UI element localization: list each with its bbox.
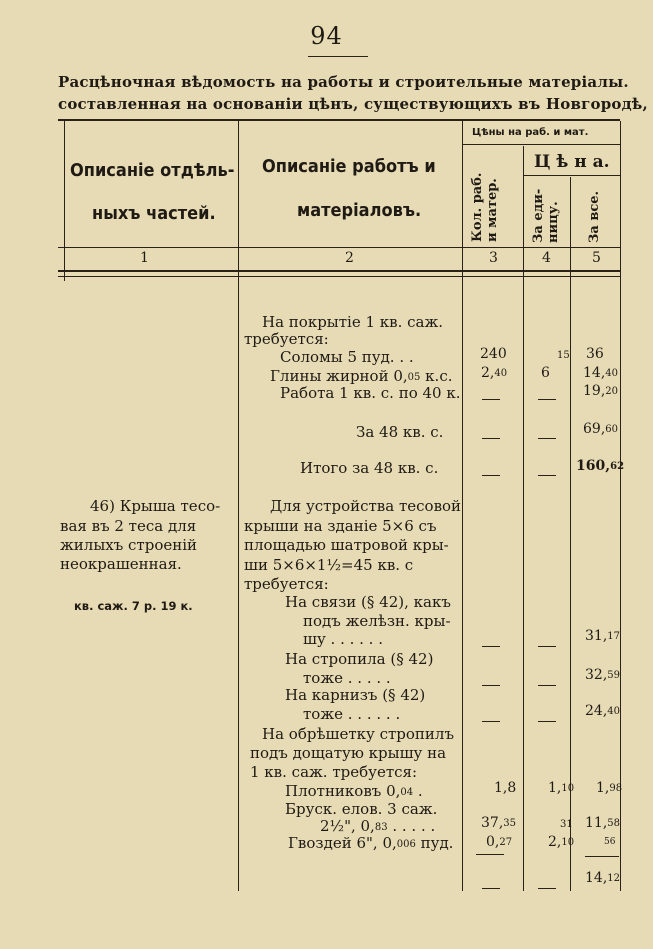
s2-line2: крыши на зданіе 5×6 съ [244,517,437,535]
s2-e-unit: 1,10 [548,780,575,796]
column-divider-right [620,121,621,891]
table-top-rule [58,119,620,121]
col1-header-line2: ныхъ частей. [92,203,216,224]
s2-c-unit-dash [538,711,556,730]
s1-clay-qty: 2,40 [481,365,508,381]
s2-g-total: 56 [604,837,616,847]
s2-e-qty: 1,8 [494,780,517,796]
s1-total-unit-dash [538,465,556,484]
s2-line3: площадью шатровой кры- [244,536,449,554]
col2-header-line1: Описаніе работъ и [262,156,436,177]
header-line-1: Расцѣночная вѣдомость на работы и строительные матеріалы. [58,73,629,91]
page-number-rule [308,56,368,57]
s2-e1: Плотниковъ 0,04 . [285,782,423,800]
s2-a1: На связи (§ 42), какъ [285,593,451,611]
s2-d3: 1 кв. саж. требуется: [250,763,418,781]
s2-f1: Бруск. елов. 3 саж. [285,800,438,818]
col-number-1: 1 [140,250,149,266]
s1-clay-unit: 6 [541,365,550,381]
col1-header-line1: Описаніе отдѣль- [70,160,235,181]
s1-line1: На покрытіе 1 кв. саж. [262,313,444,331]
s1-straw-qty: 240 [480,346,507,362]
s1-48-qty-dash [482,428,500,447]
col-number-2: 2 [345,250,354,266]
prices-header-rule [462,144,620,145]
s1-row-straw: Соломы 5 пуд. . . [280,348,414,366]
s2-b-unit-dash [538,675,556,694]
s2-g-qty-underline [476,854,504,855]
per-unit-header: За еди- ницу. [531,188,561,243]
col2-header-line2: матеріаловъ. [297,200,422,221]
page-number: 94 [310,22,343,50]
s2-a3: шу . . . . . . [303,630,383,648]
column-divider-1 [238,121,239,891]
s2-d1: На обрѣшетку стропилъ [262,725,454,743]
price-subheader-rule [523,175,620,176]
qty-header: Кол. раб. и матер. [470,172,500,242]
s1-straw-total: 36 [586,346,604,362]
s1-straw-unit: 15 [557,350,570,361]
total-header: За все. [587,190,602,243]
s2-b1: На стропила (§ 42) [285,650,434,668]
s1-row-48: За 48 кв. с. [356,423,444,441]
s1-row-total: Итого за 48 кв. с. [300,459,439,477]
col-number-5: 5 [592,250,601,266]
s2-c1-row: На карнизъ (§ 42) [285,686,426,704]
prices-header: Цѣны на раб. и мат. [472,127,589,138]
col-number-4: 4 [542,250,551,266]
price-header: Ц ѣ н а. [534,152,610,172]
s2-f-total: 11,58 [585,815,620,831]
s2-c-total: 24,40 [585,703,620,719]
s2-b2: тоже . . . . . [303,669,391,687]
s2-line4: ши 5×6×1½=45 кв. с [244,556,414,574]
s2-a2: подъ желѣзн. кры- [303,612,451,630]
s2-line5: требуется: [244,575,329,593]
column-divider-2 [462,121,463,891]
s2-b-total: 32,59 [585,667,620,683]
s1-clay-total: 14,40 [583,365,618,381]
s2-b-qty-dash [482,675,500,694]
s1-total-qty-dash [482,465,500,484]
s2-h-qty-dash [482,878,500,897]
header-bottom-rule-2 [58,276,620,277]
s1-row-work: Работа 1 кв. с. по 40 к. [280,384,461,402]
s2-c1-line4: неокрашенная. [60,555,182,573]
s2-c1-price: кв. саж. 7 р. 19 к. [74,599,193,613]
s2-g-total-underline [585,856,619,857]
s2-c-qty-dash [482,711,500,730]
s2-a-unit-dash [538,636,556,655]
s2-g-qty: 0,27 [486,834,513,850]
column-divider-3 [523,146,524,891]
header-bottom-rule [58,270,620,272]
s2-c1-line3: жилыхъ строеній [60,536,198,554]
s1-line2: требуется: [244,330,329,348]
s2-c2-row: тоже . . . . . . [303,705,401,723]
s1-work-total: 19,20 [583,383,618,399]
column-numbers-top-rule [58,247,620,248]
column-divider-left [64,121,65,281]
col-number-3: 3 [489,250,498,266]
s1-48-total: 69,60 [583,421,618,437]
s2-c1-line1: 46) Крыша тесо- [90,497,221,515]
s1-work-qty-dash [482,389,500,408]
s1-row-clay: Глины жирной 0,05 к.с. [270,367,453,385]
s2-e-total: 1,98 [596,780,623,796]
s2-line1: Для устройства тесовой [270,497,462,515]
s2-a-qty-dash [482,636,500,655]
s1-total-total: 160,62 [576,458,625,474]
header-line-2: составленная на основаніи цѣнъ, существующихъ въ Новгородѣ, [58,95,648,113]
s1-work-unit-dash [538,389,556,408]
s2-h-total: 14,12 [585,870,620,886]
s2-a-total: 31,17 [585,628,620,644]
s2-f-unit: 31 [560,819,573,830]
s2-g-unit: 2,10 [548,834,575,850]
s2-f-qty: 37,35 [481,815,516,831]
s1-48-unit-dash [538,428,556,447]
s2-d2: подъ дощатую крышу на [250,744,447,762]
s2-c1-line2: вая въ 2 теса для [60,517,197,535]
s2-g1: Гвоздей 6", 0,006 пуд. [288,834,454,852]
s2-f2: 2½", 0,83 . . . . . [320,817,436,835]
s2-h-unit-dash [538,878,556,897]
